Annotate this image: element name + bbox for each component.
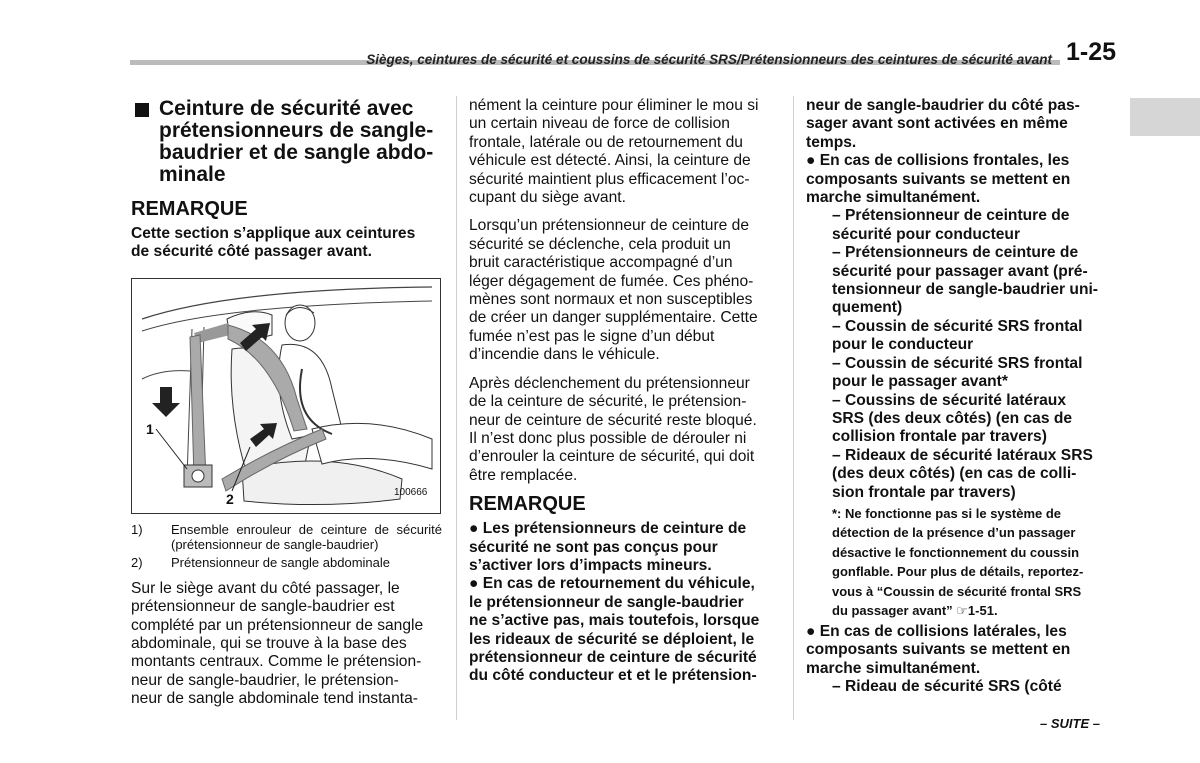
column-divider-1 bbox=[456, 96, 457, 720]
figure-label-1: 1 bbox=[146, 420, 154, 437]
footnote: *: Ne fonctionne pas si le système de détection de la présence d’un passager désactive le fonctionnement du coussin gonflable. Pour plus de détails, reportez- vous à “Coussin de sécurité frontal SRS du passager avant” ☞1-51. bbox=[832, 505, 1084, 619]
column-1 bbox=[131, 98, 442, 709]
section-title-line: baudrier et de sangle abdo- bbox=[159, 141, 434, 164]
column-2 bbox=[469, 97, 780, 686]
lateral-bullet: ● En cas de collisions latérales, les composants suivants se mettent en marche simultanément. bbox=[806, 622, 1071, 677]
section-title-line: minale bbox=[159, 163, 226, 186]
lateral-item: – Rideau de sécurité SRS (côté bbox=[832, 678, 1062, 696]
frontal-item: – Rideaux de sécurité latéraux SRS (des deux côtés) (en cas de colli- sion frontale par travers) bbox=[832, 446, 1093, 501]
section-square-icon bbox=[135, 103, 149, 117]
frontal-item: – Prétensionneur de ceinture de sécurité pour conducteur bbox=[832, 207, 1070, 243]
body-paragraph: Après déclenchement du prétensionneur de la ceinture de sécurité, le prétension- neur de ceinture de sécurité reste bloqué. Il n’est donc plus possible de dérouler ni d’enrouler la ceinture de sécurité, qui doit être remplacée. bbox=[469, 374, 757, 484]
frontal-item: – Prétensionneurs de ceinture de sécurité pour passager avant (pré- tensionneur de sangle-baudrier uni- quement) bbox=[832, 244, 1098, 317]
column-divider-2 bbox=[793, 96, 794, 720]
frontal-item: – Coussins de sécurité latéraux SRS (des deux côtés) (en cas de collision frontale par travers) bbox=[832, 391, 1073, 446]
running-header-title: Sièges, ceintures de sécurité et coussins de sécurité SRS/Prétensionneurs des ceintures de sécurité avant bbox=[366, 52, 1052, 67]
remarque-bullet: ● En cas de retournement du véhicule, le prétensionneur de sangle-baudrier ne s’active pas, mais toutefois, lorsque les rideaux de sécurité se déploient, le prétensionneur de ceinture de sécurité du côté conducteur et et le prétension- bbox=[469, 575, 760, 685]
frontal-bullet: ● En cas de collisions frontales, les composants suivants se mettent en marche simultanément. bbox=[806, 152, 1071, 207]
column-3 bbox=[806, 97, 1117, 697]
section-title-line: prétensionneurs de sangle- bbox=[159, 119, 434, 142]
thumb-tab bbox=[1130, 98, 1200, 136]
figure-code: 100666 bbox=[394, 486, 428, 498]
frontal-item: – Coussin de sécurité SRS frontal pour le conducteur bbox=[832, 317, 1083, 354]
body-paragraph: nément la ceinture pour éliminer le mou si un certain niveau de force de collision frontale, latérale ou de retournement du véhicule est détecté. Ainsi, la ceinture de sécurité maintient plus efficacement l’oc- cupant du siège avant. bbox=[469, 97, 759, 207]
remarque-text: Cette section s’applique aux ceintures de sécurité côté passager avant. bbox=[131, 225, 416, 261]
section-title bbox=[131, 98, 442, 186]
body-paragraph: Lorsqu’un prétensionneur de ceinture de sécurité se déclenche, cela produit un bruit caractéristique accompagné d’un léger dégagement de fumée. Ces phéno- mènes sont normaux et non susceptibles de créer un danger supplémentaire. Cette fumée n’est pas le signe d’un début d’incendie dans le véhicule. bbox=[469, 217, 758, 364]
continued-marker: – SUITE – bbox=[1040, 716, 1100, 731]
remarque-bullet: ● Les prétensionneurs de ceinture de sécurité ne sont pas conçus pour s’activer lors d’impacts mineurs. bbox=[469, 520, 747, 574]
remarque-heading: REMARQUE bbox=[131, 198, 248, 220]
caption-2: 2) Prétensionneur de sangle abdominale bbox=[131, 554, 390, 570]
caption-1: 1) Ensemble enrouleur de ceinture de sécurité (prétensionneur de sangle-baudrier) bbox=[131, 521, 442, 552]
section-title-line: Ceinture de sécurité avec bbox=[159, 97, 414, 120]
frontal-item: – Coussin de sécurité SRS frontal pour le passager avant* bbox=[832, 354, 1083, 391]
continued-text: neur de sangle-baudrier du côté pas- sager avant sont activées en même temps. bbox=[806, 97, 1080, 151]
seatbelt-drawing bbox=[132, 279, 440, 513]
body-paragraph: Sur le siège avant du côté passager, le prétensionneur de sangle-baudrier est complété par un prétensionneur de sangle abdominale, qui se trouve à la base des montants centraux. Comme le prétension- neur de sangle-baudrier, le prétension- neur de sangle abdominale tend instanta- bbox=[131, 579, 424, 708]
remarque-heading: REMARQUE bbox=[469, 493, 586, 516]
seatbelt-illustration bbox=[131, 278, 441, 514]
figure-label-2: 2 bbox=[226, 490, 234, 507]
page-number: 1-25 bbox=[1066, 38, 1117, 66]
